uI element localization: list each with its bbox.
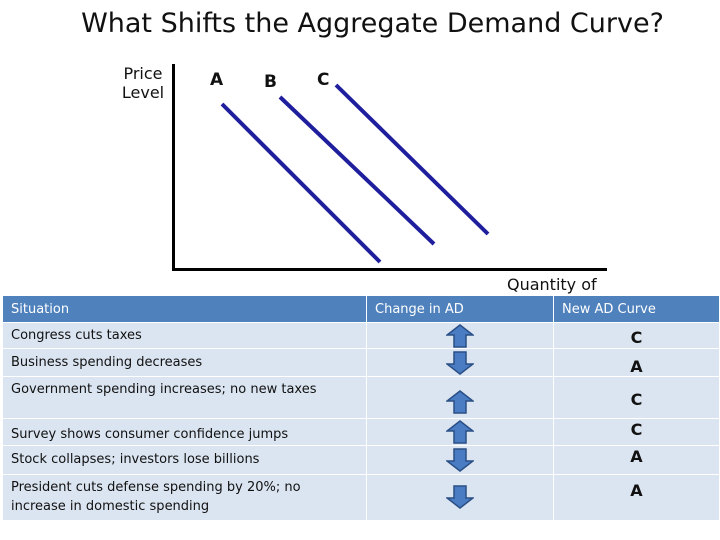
new-curve-cell [554,377,720,419]
down-arrow-icon [446,485,474,509]
y-axis-label: Price Level [121,64,165,102]
curve-b [280,97,434,244]
up-arrow-icon [446,390,474,414]
new-curve-cell [554,446,720,475]
curve-label-b: B [264,72,277,92]
new-curve-value: C [630,390,643,409]
curve-label-c: C [317,70,330,90]
curve-a [222,104,380,262]
up-arrow-icon [446,324,474,348]
up-arrow-icon [446,420,474,444]
curve-label-a: A [210,70,224,90]
situation-cell: President cuts defense spending by 20%; no increase in domestic spending [3,475,367,521]
situation-cell: Stock collapses; investors lose billions [3,446,367,475]
table-header-row [3,296,720,323]
page-title: What Shifts the Aggregate Demand Curve? [81,8,664,39]
situation-cell: Government spending increases; no new taxes [3,377,367,419]
table-row [3,419,720,446]
x-axis-label: Quantity of [507,275,597,294]
down-arrow-icon [446,351,474,375]
situation-cell: Congress cuts taxes [3,323,367,349]
new-curve-cell [554,323,720,349]
change-cell [367,377,554,419]
down-arrow-icon [446,448,474,472]
header-change: Change in AD [367,296,554,323]
change-cell [367,475,554,521]
new-curve-value: A [630,481,643,500]
situation-cell: Business spending decreases [3,349,367,377]
new-curve-value: A [630,447,643,466]
change-cell [367,419,554,446]
new-curve-cell [554,475,720,521]
table-row [3,475,720,521]
curve-c [336,85,488,234]
new-curve-value: A [630,357,643,376]
change-cell [367,323,554,349]
table-row [3,446,720,475]
ad-table [2,295,720,521]
new-curve-cell [554,419,720,446]
header-situation: Situation [3,296,367,323]
header-new-curve: New AD Curve [554,296,720,323]
new-curve-cell [554,349,720,377]
table-row [3,323,720,349]
change-cell [367,446,554,475]
situation-cell: Survey shows consumer confidence jumps [3,419,367,446]
change-cell [367,349,554,377]
new-curve-value: C [630,328,643,347]
table-row [3,377,720,419]
table-row [3,349,720,377]
new-curve-value: C [630,420,643,439]
